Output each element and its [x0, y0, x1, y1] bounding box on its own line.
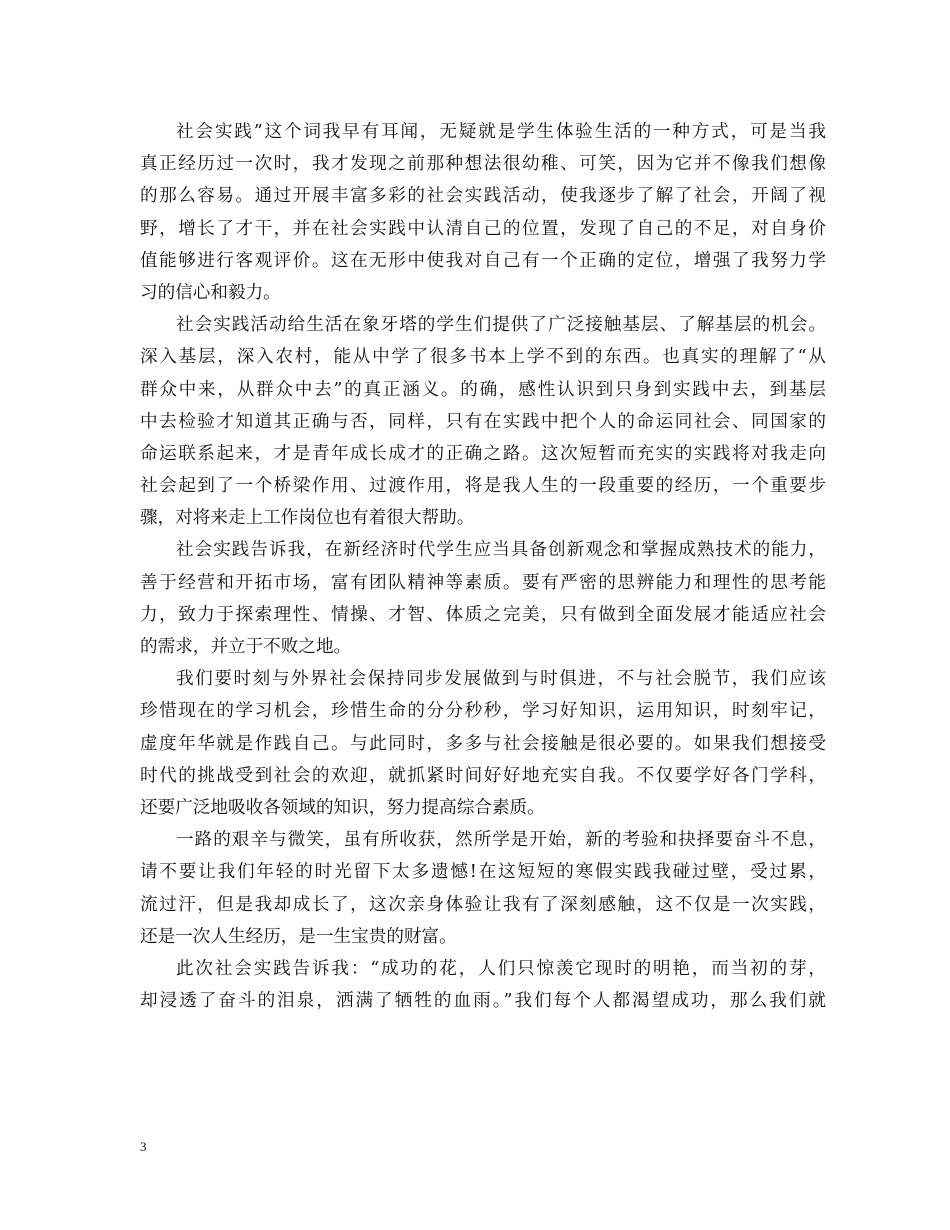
- text-line: 社会实践活动给生活在象牙塔的学生们提供了广泛接触基层、了解基层的机会。: [176, 315, 826, 336]
- text-line: 群众中来，从群众中去”的真正涵义。的确，感性认识到只身到实践中去，到基层: [140, 379, 826, 400]
- text-line: 的那么容易。通过开展丰富多彩的社会实践活动，使我逐步了解了社会，开阔了视: [140, 186, 826, 207]
- paragraph: [140, 663, 826, 824]
- text-line: 社会起到了一个桥梁作用、过渡作用，将是我人生的一段重要的经历，一个重要步: [140, 476, 826, 497]
- text-line: 我们要时刻与外界社会保持同步发展做到与时俱进，不与社会脱节，我们应该: [176, 669, 826, 690]
- text-line: 力，致力于探索理性、情操、才智、体质之完美，只有做到全面发展才能适应社会: [140, 604, 826, 625]
- text-line: 深入基层，深入农村，能从中学了很多书本上学不到的东西。也真实的理解了“从: [140, 347, 826, 368]
- text-line: 善于经营和开拓市场，富有团队精神等素质。要有严密的思辨能力和理性的思考能: [140, 572, 826, 593]
- text-line: 真正经历过一次时，我才发现之前那种想法很幼稚、可笑，因为它并不像我们想像: [140, 154, 826, 175]
- text-line: 野，增长了才干，并在社会实践中认清自己的位置，发现了自己的不足，对自身价: [140, 218, 826, 239]
- text-line: 虚度年华就是作践自己。与此同时，多多与社会接触是很必要的。如果我们想接受: [140, 733, 826, 754]
- text-line: 中去检验才知道其正确与否，同样，只有在实践中把个人的命运同社会、同国家的: [140, 411, 826, 432]
- paragraph: [140, 116, 826, 309]
- text-line: 骤，对将来走上工作岗位也有着很大帮助。: [140, 508, 475, 529]
- text-line: 的需求，并立于不败之地。: [140, 637, 352, 657]
- paragraph: [140, 824, 826, 953]
- text-line: 命运联系起来，才是青年成长成才的正确之路。这次短暂而充实的实践将对我走向: [140, 443, 826, 464]
- page-number: 3: [140, 1139, 147, 1154]
- paragraph: [140, 309, 826, 534]
- paragraph: [140, 953, 826, 1017]
- text-line: 习的信心和毅力。: [140, 282, 281, 303]
- text-line: 流过汗，但是我却成长了，这次亲身体验让我有了深刻感触，这不仅是一次实践，: [140, 894, 826, 915]
- text-line: 时代的挑战受到社会的欢迎，就抓紧时间好好地充实自我。不仅要学好各门学科，: [140, 765, 826, 786]
- text-line: 请不要让我们年轻的时光留下太多遗憾!在这短短的寒假实践我碰过壁，受过累，: [140, 862, 826, 883]
- text-line: 值能够进行客观评价。这在无形中使我对自己有一个正确的定位，增强了我努力学: [140, 250, 826, 271]
- text-line: 还是一次人生经历，是一生宝贵的财富。: [140, 926, 457, 947]
- paragraph: [140, 534, 826, 663]
- text-line: 珍惜现在的学习机会，珍惜生命的分分秒秒，学习好知识，运用知识，时刻牢记，: [140, 701, 826, 722]
- text-line: 还要广泛地吸收各领域的知识，努力提高综合素质。: [140, 797, 545, 818]
- document-body: [140, 116, 826, 1017]
- text-line: 却浸透了奋斗的泪泉，洒满了牺牲的血雨。”我们每个人都渴望成功，那么我们就: [140, 991, 826, 1012]
- text-line: 此次社会实践告诉我：“成功的花，人们只惊羡它现时的明艳，而当初的芽，: [176, 958, 826, 979]
- text-line: 社会实践”这个词我早有耳闻，无疑就是学生体验生活的一种方式，可是当我: [176, 122, 826, 142]
- text-line: 社会实践告诉我，在新经济时代学生应当具备创新观念和掌握成熟技术的能力，: [176, 540, 826, 561]
- text-line: 一路的艰辛与微笑，虽有所收获，然所学是开始，新的考验和抉择要奋斗不息，: [176, 830, 826, 851]
